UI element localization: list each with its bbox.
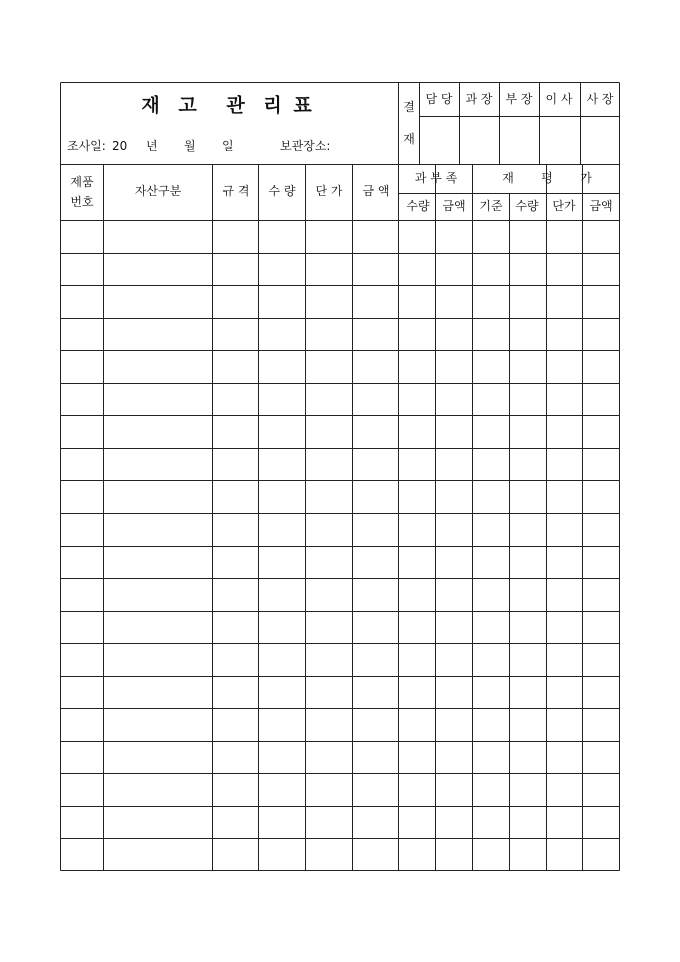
header-amount: 금 액 (362, 184, 390, 198)
title-char: 고 (178, 94, 198, 117)
header-spec: 규 격 (222, 184, 250, 198)
date-label: 조사일: (67, 139, 106, 153)
header-asset-type: 자산구분 (134, 184, 182, 198)
header-revaluation: 가 (580, 171, 592, 185)
approval-label-1: 결 (403, 100, 415, 114)
title-char: 표 (293, 94, 313, 117)
day-unit: 일 (222, 139, 234, 153)
approval-role-president: 사 장 (586, 92, 614, 106)
header-reval-unit-price: 단가 (552, 199, 576, 213)
approval-role-staff: 담 당 (425, 92, 453, 106)
title-char: 재 (141, 94, 161, 117)
header-excess-amount: 금액 (442, 199, 466, 213)
header-excess-qty: 수량 (406, 199, 430, 213)
header-excess-deficit: 과 부 족 (414, 171, 458, 185)
header-revaluation: 재 (502, 171, 514, 185)
inventory-form (60, 82, 620, 871)
year-unit: 년 (146, 139, 158, 153)
header-qty: 수 량 (268, 184, 296, 198)
header-reval-qty: 수량 (515, 199, 539, 213)
month-unit: 월 (184, 139, 196, 153)
approval-label-2: 재 (403, 132, 415, 146)
year-prefix: 20 (112, 139, 128, 153)
header-revaluation: 평 (541, 171, 553, 185)
approval-role-section-chief: 과 장 (465, 92, 493, 106)
title-char: 리 (263, 94, 283, 117)
storage-label: 보관장소: (280, 139, 331, 153)
header-reval-amount: 금액 (589, 199, 613, 213)
approval-role-director: 이 사 (545, 92, 573, 106)
approval-role-dept-head: 부 장 (505, 92, 533, 106)
header-reval-basis: 기준 (479, 199, 503, 213)
title-char: 관 (226, 94, 246, 117)
header-product-no: 제품 (70, 175, 94, 189)
header-unit-price: 단 가 (315, 184, 343, 198)
header-product-no: 번호 (70, 195, 94, 209)
